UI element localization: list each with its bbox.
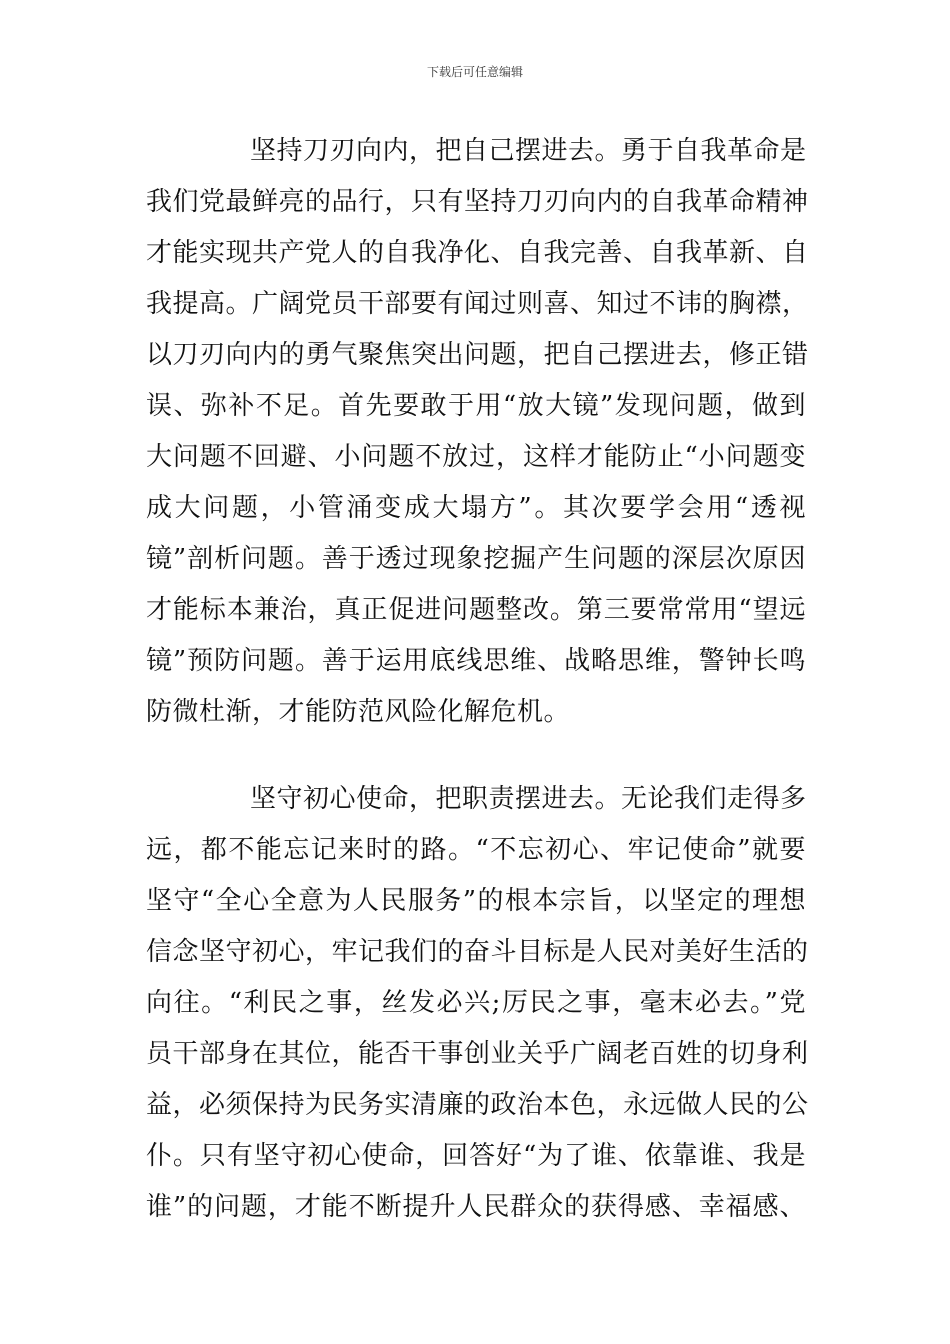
paragraph-line: 员干部身在其位，能否干事创业关乎广阔老百姓的切身利	[146, 1039, 809, 1069]
paragraph-original-mission	[146, 774, 809, 1233]
paragraph-line: 谁”的问题，才能不断提升人民群众的获得感、幸福感、	[146, 1192, 806, 1222]
paragraph-line: 大问题不回避、小问题不放过，这样才能防止“小问题变	[146, 442, 806, 472]
paragraph-line: 向往。“利民之事，丝发必兴;厉民之事，毫末必去。”党	[146, 988, 806, 1018]
paragraph-line: 我提高。广阔党员干部要有闻过则喜、知过不讳的胸襟，	[146, 289, 809, 319]
paragraph-line: 成大问题，小管涌变成大塌方”。其次要学会用“透视	[146, 493, 806, 523]
paragraph-line: 坚守“全心全意为人民服务”的根本宗旨，以坚定的理想	[146, 886, 806, 916]
paragraph-self-revolution	[146, 126, 809, 738]
paragraph-line: 益，必须保持为民务实清廉的政治本色，永远做人民的公	[146, 1090, 809, 1120]
paragraph-line: 误、弥补不足。首先要敢于用“放大镜”发现问题，做到	[146, 391, 806, 421]
paragraph-line: 才能标本兼治，真正促进问题整改。第三要常常用“望远	[146, 595, 806, 625]
paragraph-line: 防微杜渐，才能防范风险化解危机。	[146, 697, 571, 727]
paragraph-line: 才能实现共产党人的自我净化、自我完善、自我革新、自	[146, 238, 809, 268]
paragraph-line: 镜”剖析问题。善于透过现象挖掘产生问题的深层次原因	[146, 544, 806, 574]
paragraph-line: 坚守初心使命，把职责摆进去。无论我们走得多	[250, 784, 807, 814]
paragraph-line: 以刀刃向内的勇气聚焦突出问题，把自己摆进去，修正错	[146, 340, 809, 370]
paragraph-line: 坚持刀刃向内，把自己摆进去。勇于自我革命是	[250, 136, 807, 166]
paragraph-line: 镜”预防问题。善于运用底线思维、战略思维，警钟长鸣	[146, 646, 806, 676]
paragraph-line: 信念坚守初心，牢记我们的奋斗目标是人民对美好生活的	[146, 937, 809, 967]
paragraph-line: 远，都不能忘记来时的路。“不忘初心、牢记使命”就要	[146, 835, 806, 865]
page-header-note: 下载后可任意编辑	[426, 65, 523, 79]
paragraph-line: 仆。只有坚守初心使命，回答好“为了谁、依靠谁、我是	[146, 1141, 806, 1171]
paragraph-line: 我们党最鲜亮的品行，只有坚持刀刃向内的自我革命精神	[146, 187, 809, 217]
